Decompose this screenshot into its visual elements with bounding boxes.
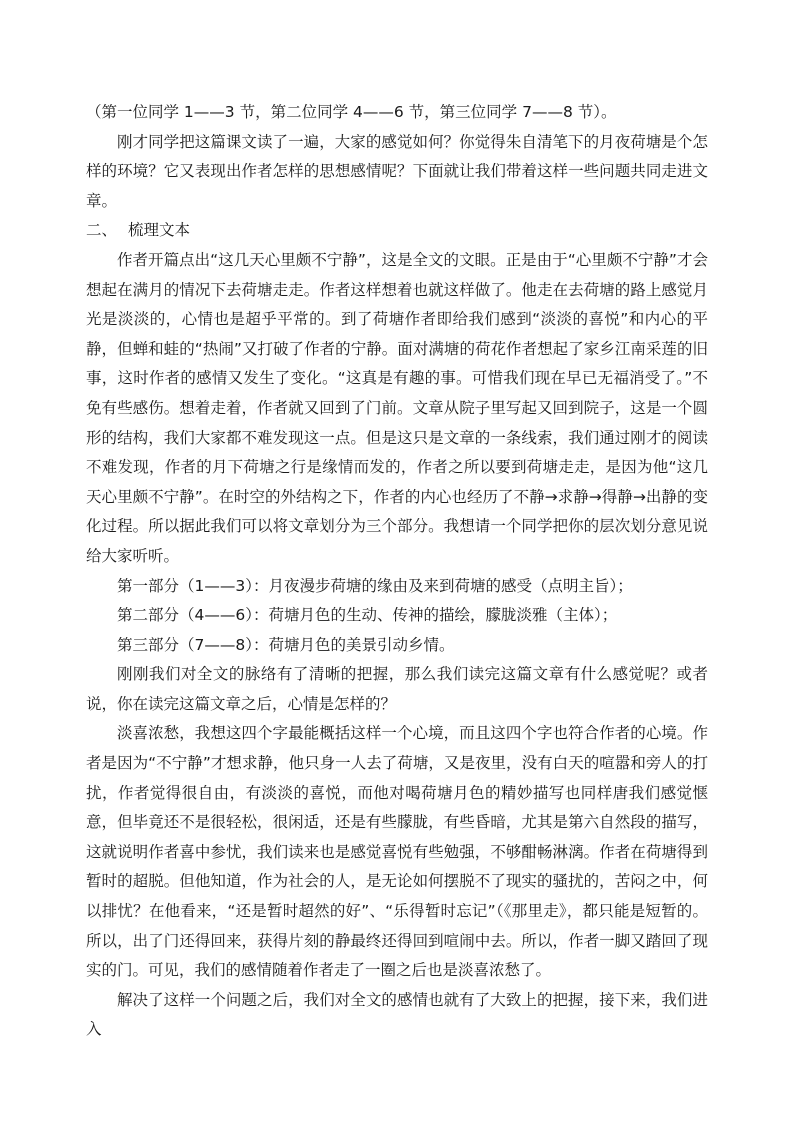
paragraph-transition: 解决了这样一个问题之后，我们对全文的感情也就有了大致上的把握，接下来，我们进入 bbox=[86, 990, 708, 1039]
section-heading bbox=[86, 216, 708, 246]
section-title: 梳理文本 bbox=[128, 221, 191, 240]
paragraph-part-two: 第二部分（4——6）：荷塘月色的生动、传神的描绘，朦胧淡雅（主体）； bbox=[117, 606, 618, 625]
section-number: 二、 bbox=[86, 221, 118, 240]
paragraph-mood-analysis: 淡喜浓愁，我想这四个字最能概括这样一个心境，而且这四个字也符合作者的心境。作者是因为“不宁静”才想求静，他只身一人去了荷塘，又是夜里，没有白天的喧嚣和旁人的打扰，作者觉得很自由，有淡淡的喜悦，而他对喝荷塘月色的精妙描写也同样唐我们感觉惬意，但毕竟还不是很轻松，很闲适，还是有些朦胧，有些昏暗，尤其是第六自然段的描写，这就说明作者喜中参忧，我们读来也是感觉喜悦有些勉强，不够酣畅淋漓。作者在荷塘得到暂时的超脱。但他知道，作为社会的人，是无论如何摆脱不了现实的骚扰的，苦闷之中，何以排忧？在他看来，“还是暂时超然的好”、“乐得暂时忘记”（《那里走》，都只能是短暂的。所以，出了门还得回来，获得片刻的静最终还得回到喧闹中去。所以，作者一脚又踏回了现实的门。可见，我们的感情随着作者走了一圈之后也是淡喜浓愁了。 bbox=[86, 724, 708, 980]
paragraph-feeling-question: 刚刚我们对全文的脉络有了清晰的把握，那么我们读完这篇文章有什么感觉呢？或者说，你在读完这篇文章之后，心情是怎样的？ bbox=[86, 665, 708, 713]
paragraph-intro-questions: 刚才同学把这篇课文读了一遍，大家的感觉如何？你觉得朱自清笔下的月夜荷塘是个怎样的环境？它又表现出作者怎样的思想感情呢？下面就让我们带着这样一些问题共同走进文章。 bbox=[86, 132, 708, 210]
paragraph-assignment-note: （第一位同学 1——3 节，第二位同学 4——6 节，第三位同学 7——8 节）。 bbox=[86, 103, 617, 121]
paragraph-part-three: 第三部分（7——8）：荷塘月色的美景引动乡情。 bbox=[117, 635, 455, 654]
paragraph-structure-analysis: 作者开篇点出“这几天心里颇不宁静”，这是全文的文眼。正是由于“心里颇不宁静”才会想起在满月的情况下去荷塘走走。作者这样想着也就这样做了。他走在去荷塘的路上感觉月光是淡淡的，心情也是超乎平常的。到了荷塘作者即给我们感到“淡淡的喜悦”和内心的平静，但蝉和蛙的“热闹”又打破了作者的宁静。面对满塘的荷花作者想起了家乡江南采莲的旧事，这时作者的感情又发生了变化。“这真是有趣的事。可惜我们现在早已无福消受了。”不免有些感伤。想着走着，作者就又回到了门前。文章从院子里写起又回到院子，这是一个圆形的结构，我们大家都不难发现这一点。但是这只是文章的一条线索，我们通过刚才的阅读不难发现，作者的月下荷塘之行是缘情而发的，作者之所以要到荷塘走走，是因为他“这几天心里颇不宁静”。在时空的外结构之下，作者的内心也经历了不静→求静→得静→出静的变化过程。所以据此我们可以将文章划分为三个部分。我想请一个同学把你的层次划分意见说给大家听听。 bbox=[86, 250, 708, 565]
paragraph-part-one: 第一部分（1——3）：月夜漫步荷塘的缘由及来到荷塘的感受（点明主旨）； bbox=[117, 576, 633, 595]
